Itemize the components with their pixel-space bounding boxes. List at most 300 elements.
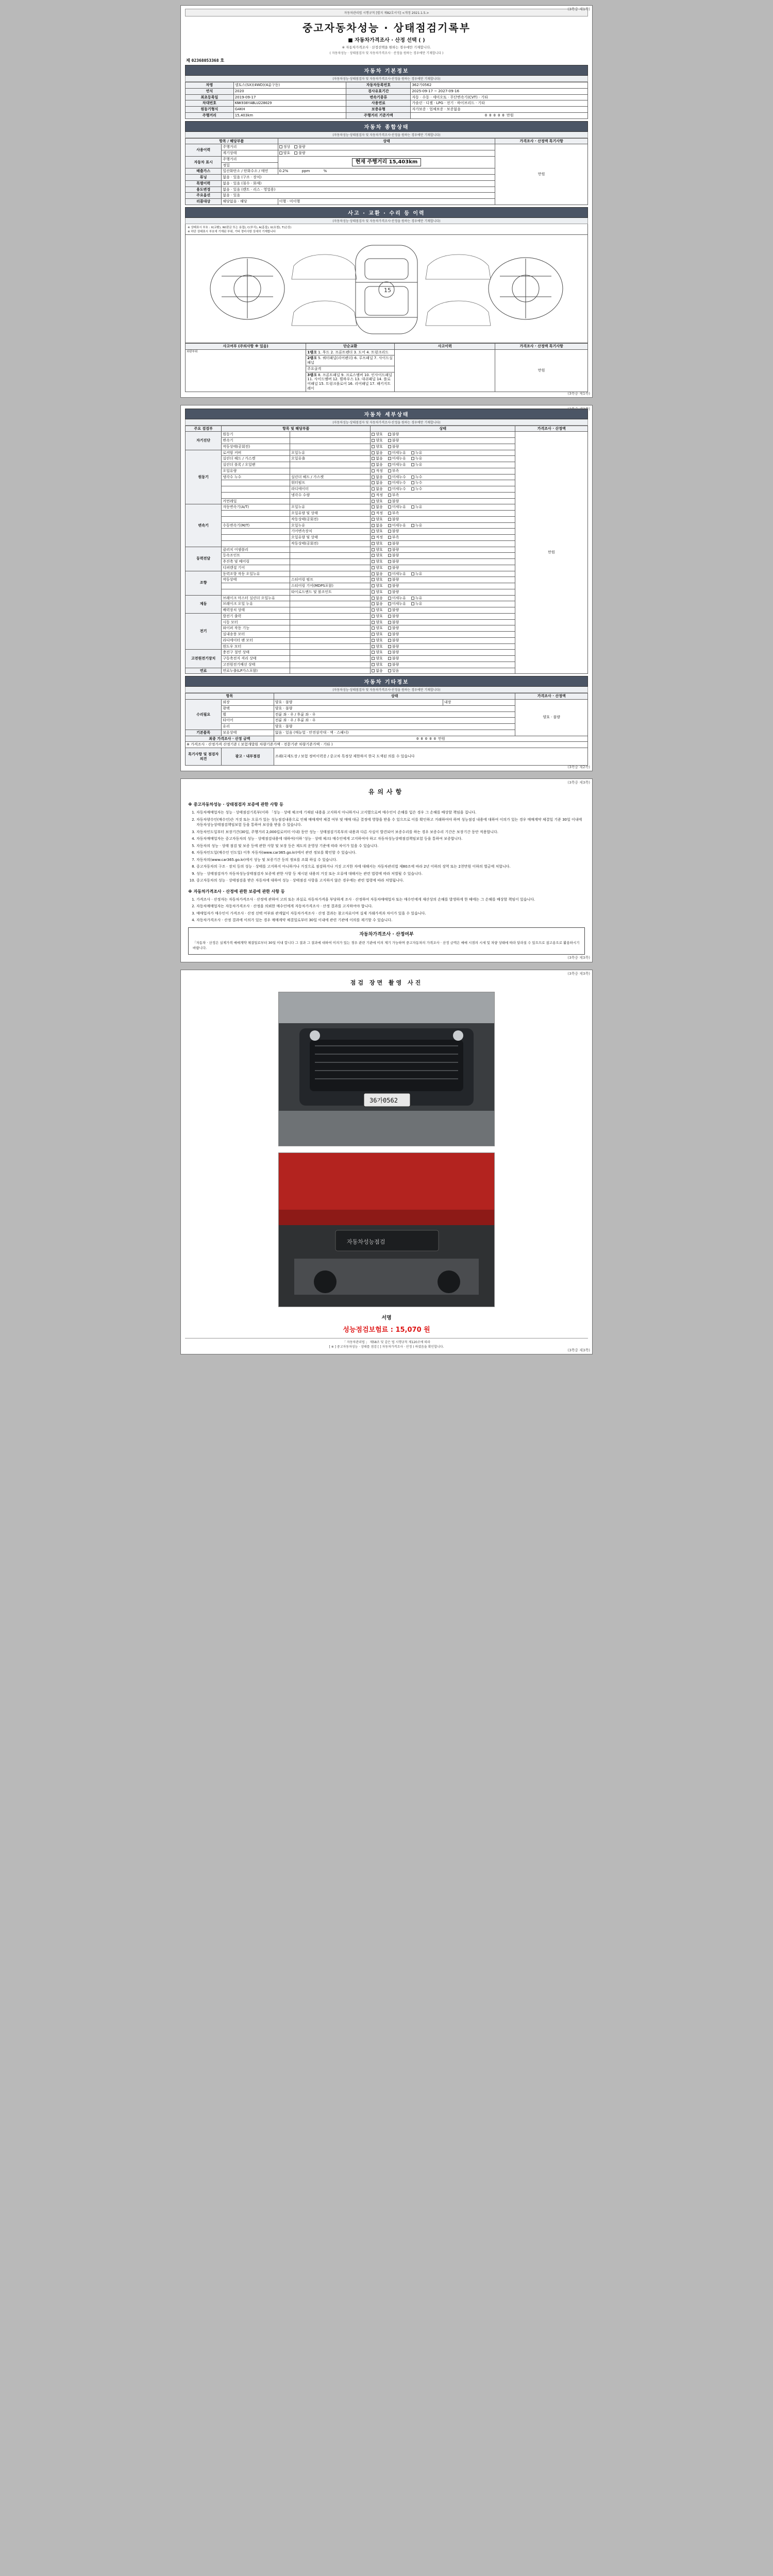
detail-state [371, 529, 515, 535]
checkbox[interactable] [411, 602, 414, 605]
checkbox[interactable] [372, 639, 375, 642]
checkbox[interactable] [372, 560, 375, 563]
detail-item: 작동상태 [222, 577, 290, 583]
checkbox[interactable] [388, 487, 391, 490]
checkbox[interactable] [372, 481, 375, 484]
detail-head-2: 상태 [371, 426, 515, 432]
checkbox[interactable] [388, 518, 391, 521]
checkbox[interactable] [372, 445, 375, 448]
detail-item: 브레이크 오일 누유 [222, 601, 290, 607]
checkbox[interactable] [388, 572, 391, 575]
detail-state [371, 480, 515, 486]
checkbox[interactable] [388, 645, 391, 648]
detail-state-label: 부족 [392, 535, 399, 539]
accident-nonaccident-label: 사고여부 (주의사항 ※ 있음) [186, 343, 306, 349]
detail-item [222, 540, 290, 547]
overall-cat-8: 주요옵션 [186, 193, 222, 199]
detail-subitem [290, 637, 371, 643]
detail-subitem [290, 468, 371, 474]
detail-state [371, 468, 515, 474]
checkbox[interactable] [411, 463, 414, 466]
section-etc-subtitle: (자동차성능·상태점검자 및 자동차가격조사·산정을 원하는 경우에만 기재합니다) [185, 687, 588, 693]
checkbox[interactable] [388, 512, 391, 515]
notices-heading-2: ※ 자동차가격조사 · 산정에 관한 보증에 관한 사항 등 [188, 889, 285, 894]
detail-state-label: 누유 [415, 596, 423, 600]
checkbox[interactable] [372, 578, 375, 581]
checkbox[interactable] [388, 578, 391, 581]
notice-item: 8. 중고자동차의 구조 · 장치 등의 성능 · 상태를 고지하지 아니하거나 거짓으로 점검하거나 거짓 고지한 자에 대해서는 자동차관리법 제80조에 따라 2년 이하의 징역 또는 2천만원 이하의 벌금에 처합니다. [196, 864, 585, 870]
basic-value2-1: 2025-09-17 ~ 2027-09-16 [411, 88, 588, 94]
detail-item: 실내송풍 모터 [222, 632, 290, 638]
detail-state-label: 미세누유 [392, 450, 406, 455]
checkbox[interactable] [372, 518, 375, 521]
detail-subitem [290, 662, 371, 668]
checkbox[interactable] [372, 524, 375, 527]
document-note: ( 자동차성능 · 상태점검자 및 자동차가격조사 · 산정을 원하는 경우에만 기재합니다 ) [329, 52, 444, 55]
accident-price-value: 만원 [495, 349, 588, 392]
page-2 [180, 405, 593, 772]
table-row [186, 94, 588, 100]
detail-item: 실린더 헤드 / 가스켓 [222, 456, 290, 462]
detail-state-label: 불량 [392, 553, 399, 558]
detail-state [371, 553, 515, 559]
basic-label-4: 원동기형식 [186, 107, 234, 113]
checkbox[interactable] [372, 536, 375, 539]
checkbox[interactable] [388, 633, 391, 636]
checkbox[interactable] [388, 669, 391, 672]
checkbox[interactable] [372, 633, 375, 636]
detail-state-label: 양호 [376, 432, 383, 437]
checkbox[interactable] [372, 590, 375, 594]
notice-item: 1. 자동차매매업자는 성능 · 상태점검기록부(이하 「성능 · 상태 체크에 기재된 내용을 고지하지 아니하거나 고지했으로써 매수인이 손해를 입은 경우 그 손해를 배상할 책임을 집니다. [196, 810, 585, 816]
checkbox[interactable] [388, 590, 391, 594]
rank2-items: 5. 쿼터패널(리어펜더) 6. 루프패널 7. 사이드실패널 [307, 356, 393, 365]
checkbox[interactable] [411, 457, 414, 460]
detail-state [371, 444, 515, 450]
detail-state-label: 불량 [392, 626, 399, 631]
page-corner-mark: (3쪽중 제1쪽) [567, 7, 590, 11]
detail-state-label: 불량 [392, 644, 399, 649]
detail-state [371, 511, 515, 517]
checkbox[interactable] [372, 512, 375, 515]
basic-label2-4: 보증유형 [346, 107, 411, 113]
checkbox[interactable] [388, 536, 391, 539]
checkbox[interactable] [372, 500, 375, 503]
detail-subitem [290, 607, 371, 614]
checkbox[interactable] [372, 608, 375, 612]
accident-history-label: 사고이력 [395, 343, 495, 349]
detail-item: 충전구 절연 상태 [222, 650, 290, 656]
overall-cat-6: 특별이력 [186, 180, 222, 187]
checkbox[interactable] [388, 663, 391, 666]
checkbox[interactable] [388, 433, 391, 436]
overall-head-0: 항목 / 해당부품 [186, 138, 278, 144]
notice-item: 7. 자동차의(www.car365.go.kr)에서 성능 및 보증기간 등의 정보를 조회 하실 수 있습니다. [196, 857, 585, 863]
detail-subitem [290, 438, 371, 444]
checkbox[interactable] [372, 530, 375, 533]
section-detail-subtitle: (자동차성능·상태점검자 및 자동차가격조사·산정을 원하는 경우에만 기재합니다) [185, 419, 588, 426]
checkbox[interactable] [372, 657, 375, 660]
checkbox[interactable] [388, 494, 391, 497]
basic-label-1: 연식 [186, 88, 234, 94]
detail-item [222, 486, 290, 493]
checkbox[interactable] [372, 663, 375, 666]
checkbox[interactable] [388, 560, 391, 563]
detail-item [222, 511, 290, 517]
document-number-row [186, 58, 588, 63]
price-survey-box-title: 자동차가격조사 · 산정여부 [359, 931, 414, 937]
detail-subitem [290, 601, 371, 607]
detail-state [371, 650, 515, 656]
checkbox[interactable] [388, 524, 391, 527]
section-accident-title: 사고 · 교환 · 수리 등 이력 [185, 207, 588, 218]
detail-group-7: 고전원전기장치 [186, 650, 222, 668]
detail-group-3: 동력전달 [186, 547, 222, 571]
detail-state [371, 486, 515, 493]
detail-state-label: 없음 [376, 487, 383, 491]
detail-state [371, 559, 515, 565]
checkbox[interactable] [388, 566, 391, 569]
notices-list-2 [188, 897, 585, 923]
photos-title: 점검 장면 촬영 사진 [350, 979, 423, 986]
detail-subitem [290, 625, 371, 632]
checkbox[interactable] [372, 584, 375, 587]
checkbox[interactable] [388, 639, 391, 642]
overall-item-9: 해당없음 · 해당 [222, 199, 278, 205]
detail-state-label: 양호 [376, 638, 383, 642]
detail-state-label: 양호 [376, 620, 383, 624]
detail-subitem [290, 432, 371, 438]
detail-state-label: 누유 [415, 505, 423, 510]
detail-state-label: 불량 [392, 608, 399, 612]
detail-state-label: 미세누수 [392, 474, 406, 479]
checkbox[interactable] [372, 602, 375, 605]
detail-state-label: 미세누유 [392, 463, 406, 467]
etc-state-2: 전륜 좌 · 우 / 후륜 좌 · 우 [274, 711, 515, 718]
checkbox[interactable] [388, 651, 391, 654]
detail-item: 변속기 [222, 438, 290, 444]
checkbox[interactable] [372, 451, 375, 454]
checkbox[interactable] [388, 542, 391, 545]
detail-group-2: 변속기 [186, 504, 222, 547]
section-accident-subtitle: (자동차성능·상태점검자 및 자동차가격조사·산정을 원하는 경우에만 기재합니다) [185, 218, 588, 224]
photo-front-graphic [279, 992, 494, 1146]
etc-state-3: 전륜 좌 · 우 / 후륜 좌 · 우 [274, 718, 515, 724]
etc-total-note: ※ 가격조사 · 산정가격 산정기준 ( 보험개발원 차량기준가액 · 전문기관 차량기준가액 · 기타 ) [186, 742, 588, 748]
checkbox[interactable] [388, 481, 391, 484]
checkbox[interactable] [411, 572, 414, 575]
checkbox[interactable] [411, 476, 414, 479]
detail-state-label: 누유 [415, 463, 423, 467]
detail-state-label: 없음 [376, 456, 383, 461]
overall-item-3: 정밀 [222, 162, 278, 168]
basic-mileage-base-label: 주행거리 기준가액 [346, 112, 411, 118]
section-overall-subtitle: (자동차성능·상태점검자 및 자동차가격조사·산정을 원하는 경우에만 기재합니다) [185, 132, 588, 138]
table-header-row [186, 693, 588, 700]
detail-state [371, 589, 515, 595]
document-title: 중고자동차성능 · 상태점검기록부 [302, 22, 470, 34]
checkbox[interactable] [388, 602, 391, 605]
etc-item-3: 타이어 [222, 718, 274, 724]
checkbox[interactable] [294, 151, 297, 155]
checkbox[interactable] [411, 481, 414, 484]
detail-state-label: 미세누유 [392, 456, 406, 461]
detail-subitem [290, 444, 371, 450]
detail-group-0: 자기진단 [186, 432, 222, 450]
checkbox[interactable] [388, 463, 391, 466]
basic-value-5: 15,403km [233, 112, 346, 118]
checkbox[interactable] [388, 530, 391, 533]
checkbox[interactable] [372, 645, 375, 648]
etc-state-1: 양호 · 불량 [274, 705, 515, 711]
emission-ppm: ppm [301, 169, 310, 174]
page4-bottom-note [185, 1338, 588, 1350]
overall-price-value: 만원 [537, 172, 545, 177]
inspection-fee: 성능점검보험료 : 15,070 원 [343, 1326, 430, 1334]
checkbox[interactable] [411, 597, 414, 600]
etc-head-2: 가격조사 · 산정액 [515, 693, 588, 700]
checkbox[interactable] [388, 476, 391, 479]
page4-corner-mark: (3쪽중 제3쪽) [567, 971, 590, 976]
checkbox[interactable] [372, 433, 375, 436]
detail-group-4: 조향 [186, 571, 222, 595]
detail-state-label: 불량 [392, 662, 399, 667]
detail-state [371, 656, 515, 662]
checkbox[interactable] [279, 151, 282, 155]
detail-state-label: 누수 [415, 487, 423, 491]
detail-subitem [290, 619, 371, 625]
checkbox[interactable] [372, 566, 375, 569]
checkbox[interactable] [279, 145, 282, 148]
checkbox[interactable] [388, 457, 391, 460]
detail-subitem: 오일누유 [290, 504, 371, 511]
checkbox[interactable] [294, 145, 297, 148]
accident-history-value [395, 349, 495, 392]
detail-subitem [290, 565, 371, 571]
basic-value-2: 2019-09-17 [233, 94, 346, 100]
etc-item-2: 휠 [222, 711, 274, 718]
detail-state [371, 619, 515, 625]
checkbox[interactable] [372, 487, 375, 490]
checkbox[interactable] [372, 457, 375, 460]
detail-subitem [290, 668, 371, 674]
detail-state-label: 불량 [392, 432, 399, 437]
overall-cat-7: 용도변경 [186, 187, 222, 193]
detail-state-label: 양호 [376, 656, 383, 660]
rank3-items: 8. 프론트패널 9. 크로스멤버 10. 인사이드패널 11. 사이드멤버 12. 휠하우스 13. 대쉬패널 14. 플로어패널 15. 트렁크플로어 16. 리어패널 17. 패키지트레이 [307, 372, 392, 391]
accident-exterior-label: 단순교환 [306, 343, 395, 349]
checkbox[interactable] [388, 451, 391, 454]
basic-value2-3: 가솔린 · 디젤 · LPG · 전기 · 하이브리드 · 기타 [411, 100, 588, 107]
basic-label-3: 차대번호 [186, 100, 234, 107]
checkbox[interactable] [372, 476, 375, 479]
basic-value-0: 셀토스(SX)(4WD)(4륜구동) [233, 82, 346, 89]
checkbox[interactable] [372, 669, 375, 672]
rank1-items: 1. 후드 2. 프론트펜더 3. 도어 4. 트렁크리드 [317, 350, 389, 354]
detail-subitem: 작동상태(공회전) [290, 540, 371, 547]
checkbox[interactable] [372, 463, 375, 466]
detail-state-label: 불량 [392, 632, 399, 636]
detail-state-label: 미세누유 [392, 596, 406, 600]
detail-state [371, 474, 515, 480]
notice-item: 2. 자동차매매업자는 자동차가격조사 · 산정을 의뢰한 매수인에게 자동차가격조사 · 산정 결과를 고지하여야 합니다. [196, 904, 585, 909]
detail-state-label: 양호 [376, 662, 383, 667]
checkbox[interactable] [372, 626, 375, 630]
detail-state-label: 부족 [392, 511, 399, 515]
detail-table-body [186, 432, 588, 674]
detail-state-label: 없음 [376, 481, 383, 485]
detail-item [222, 516, 290, 522]
document-subtitle: ■ 자동차가격조사 · 산정 선택 ( ) [348, 38, 425, 43]
checkbox[interactable] [388, 445, 391, 448]
detail-item: 오일유량 [222, 468, 290, 474]
detail-item: 실린더 블록 / 오일팬 [222, 462, 290, 468]
etc-item-1: 광택 [222, 705, 274, 711]
accident-legend [185, 224, 588, 235]
basic-label-2: 최초등록일 [186, 94, 234, 100]
form-legal-notice: 자동차관리법 시행규칙 [별지 제82호서식] <개정 2021.1.5.> [185, 9, 588, 16]
detail-price-cell: 만원 [515, 432, 588, 674]
page-1 [180, 5, 593, 398]
detail-item: 자동변속기(A/T) [222, 504, 290, 511]
checkbox[interactable] [388, 657, 391, 660]
detail-state [371, 607, 515, 614]
detail-state [371, 662, 515, 668]
detail-state-label: 불량 [392, 517, 399, 521]
checkbox[interactable] [388, 505, 391, 509]
detail-state-label: 없음 [376, 571, 383, 576]
detail-state-label: 누유 [415, 523, 423, 528]
notices-list-1 [188, 810, 585, 884]
checkbox[interactable] [388, 548, 391, 551]
checkbox[interactable] [372, 621, 375, 624]
notice-item: 9. 성능 · 상태점검자가 자동차성능상태점검자 보증에 관한 사항 등 제시된 내용의 거짓 또는 오류에 대해서는 관련 법령에 따라 처벌될 수 있습니다. [196, 871, 585, 877]
accident-ext-label: 외판부위 [187, 350, 198, 353]
basic-value2-4: 자가보증 · 업체보증 · 보증없음 [411, 107, 588, 113]
detail-subitem [290, 553, 371, 559]
detail-state-label: 불량 [392, 578, 399, 582]
overall-state-table [185, 138, 588, 205]
detail-state-label: 미세누유 [392, 602, 406, 606]
detail-head-3: 가격조사 · 산정액 [515, 426, 588, 432]
etc-item-5: 보유상태 [222, 730, 274, 736]
detail-subitem: 오일누유 [290, 522, 371, 529]
section-basic-subtitle: (자동차성능·상태점검자 및 자동차가격조사·산정을 원하는 경우에만 기재합니다) [185, 76, 588, 82]
detail-state-label: 불량 [392, 614, 399, 618]
detail-subitem: 오일유량 및 상태 [290, 535, 371, 541]
detail-state-label: 누유 [415, 450, 423, 455]
detail-state [371, 613, 515, 619]
detail-state-label: 불량 [392, 589, 399, 594]
checkbox[interactable] [372, 494, 375, 497]
basic-label2-3: 사용연료 [346, 100, 411, 107]
detail-item [222, 583, 290, 589]
checkbox[interactable] [388, 584, 391, 587]
section-detail-title: 자동차 세부상태 [185, 409, 588, 419]
etc-head-1: 상태 [274, 693, 515, 700]
section-overall-title: 자동차 종합상태 [185, 121, 588, 132]
detail-state [371, 577, 515, 583]
detail-state [371, 462, 515, 468]
detail-state-label: 불량 [392, 656, 399, 660]
detail-state [371, 438, 515, 444]
checkbox[interactable] [372, 615, 375, 618]
notice-item: 2. 자동차양수인(매수인)은 거짓 또는 오류가 있는 성능점검내용으로 인해 매매계약 체결 여부 및 매매 대금 결정에 영향을 받을 수 있으므로 이를 확인하고 거래하여야 하며 성능점검 내용에 대하여 이의가 있는 경우 매매계약 체결일 기준 30일 이내에 자동차성능상태점검책임보험 등을 통하여 보상을 받을 수 있습니다. [196, 817, 585, 828]
inspection-photo-under [278, 1153, 495, 1307]
detail-group-1: 원동기 [186, 450, 222, 504]
detail-state [371, 504, 515, 511]
basic-label2-0: 자동차등록번호 [346, 82, 411, 89]
checkbox[interactable] [411, 451, 414, 454]
checkbox[interactable] [388, 608, 391, 612]
checkbox[interactable] [372, 597, 375, 600]
checkbox[interactable] [372, 651, 375, 654]
detail-state-label: 없음 [376, 596, 383, 600]
checkbox[interactable] [411, 505, 414, 509]
section-etc-title: 자동차 기타정보 [185, 676, 588, 687]
accident-legend-1: ※ 상태표시 부호 : X(교환), W(판금 또는 용접), C(부식), A(흠집), U(요철), T(손상) [188, 226, 292, 229]
overall-state-1: 양호 불량 [278, 150, 495, 157]
detail-item: 냉각수 누수 [222, 474, 290, 480]
checkbox[interactable] [411, 487, 414, 490]
checkbox[interactable] [388, 554, 391, 557]
detail-state [371, 565, 515, 571]
rank3-label: 3랭크 [307, 372, 317, 377]
accident-rank3 [306, 372, 395, 392]
detail-item: 와이퍼 작동 기능 [222, 625, 290, 632]
overall-item-7: 없음 · 있음 (렌트 · 리스 · 영업용) [222, 187, 495, 193]
checkbox[interactable] [388, 469, 391, 472]
detail-state [371, 498, 515, 504]
checkbox[interactable] [372, 554, 375, 557]
checkbox[interactable] [372, 542, 375, 545]
checkbox[interactable] [388, 500, 391, 503]
checkbox[interactable] [388, 439, 391, 442]
checkbox[interactable] [388, 626, 391, 630]
table-row [186, 343, 588, 349]
detail-state-label: 불량 [392, 444, 399, 449]
svg-text:15: 15 [384, 286, 391, 294]
detail-state [371, 583, 515, 589]
notice-item: 5. 자동차의 성능 · 상태 점검 및 보증 등에 관한 사항 및 보장 등은 제도의 운영상 기준에 따라 차이가 있을 수 있습니다. [196, 843, 585, 849]
checkbox[interactable] [372, 469, 375, 472]
overall-item-0: 주행거리 [222, 144, 278, 150]
checkbox[interactable] [388, 615, 391, 618]
detail-state-label: 양호 [376, 589, 383, 594]
overall-item-5: 없음 · 있음 (구조 · 장치) [222, 175, 495, 181]
checkbox[interactable] [372, 439, 375, 442]
accident-price-label: 가격조사 · 산정액 특기사항 [495, 343, 588, 349]
basic-label2-2: 변속기종류 [346, 94, 411, 100]
checkbox[interactable] [372, 548, 375, 551]
etc-cat-5: 기본품목 [186, 730, 222, 736]
detail-state-label: 양호 [376, 578, 383, 582]
detail-item: 구동축전지 격리 상태 [222, 656, 290, 662]
price-survey-box-text: 「자동차 · 산정은 실제가격 매매계약 체결일로부터 30일 이내 합니다 그 결과 그 결과에 대하여 이의가 있는 경우 관련 기관에 이의 제기 가능하며 중고자동차의 가격조사 · 산정 금액은 매매 시점의 시세 및 차량 상태에 따라 달라질 수 있으므로 참고용으로 활용하시기 바랍니다. [193, 940, 580, 951]
overall-price-cell [495, 144, 588, 205]
checkbox[interactable] [411, 524, 414, 527]
detail-state-label: 없음 [376, 474, 383, 479]
page-3 [180, 778, 593, 962]
detail-subitem [290, 650, 371, 656]
accident-rank2 [306, 355, 395, 366]
detail-state-label: 없음 [376, 668, 383, 673]
detail-state-label: 불량 [392, 584, 399, 588]
checkbox[interactable] [388, 621, 391, 624]
checkbox[interactable] [388, 597, 391, 600]
checkbox[interactable] [372, 572, 375, 575]
checkbox[interactable] [372, 505, 375, 509]
